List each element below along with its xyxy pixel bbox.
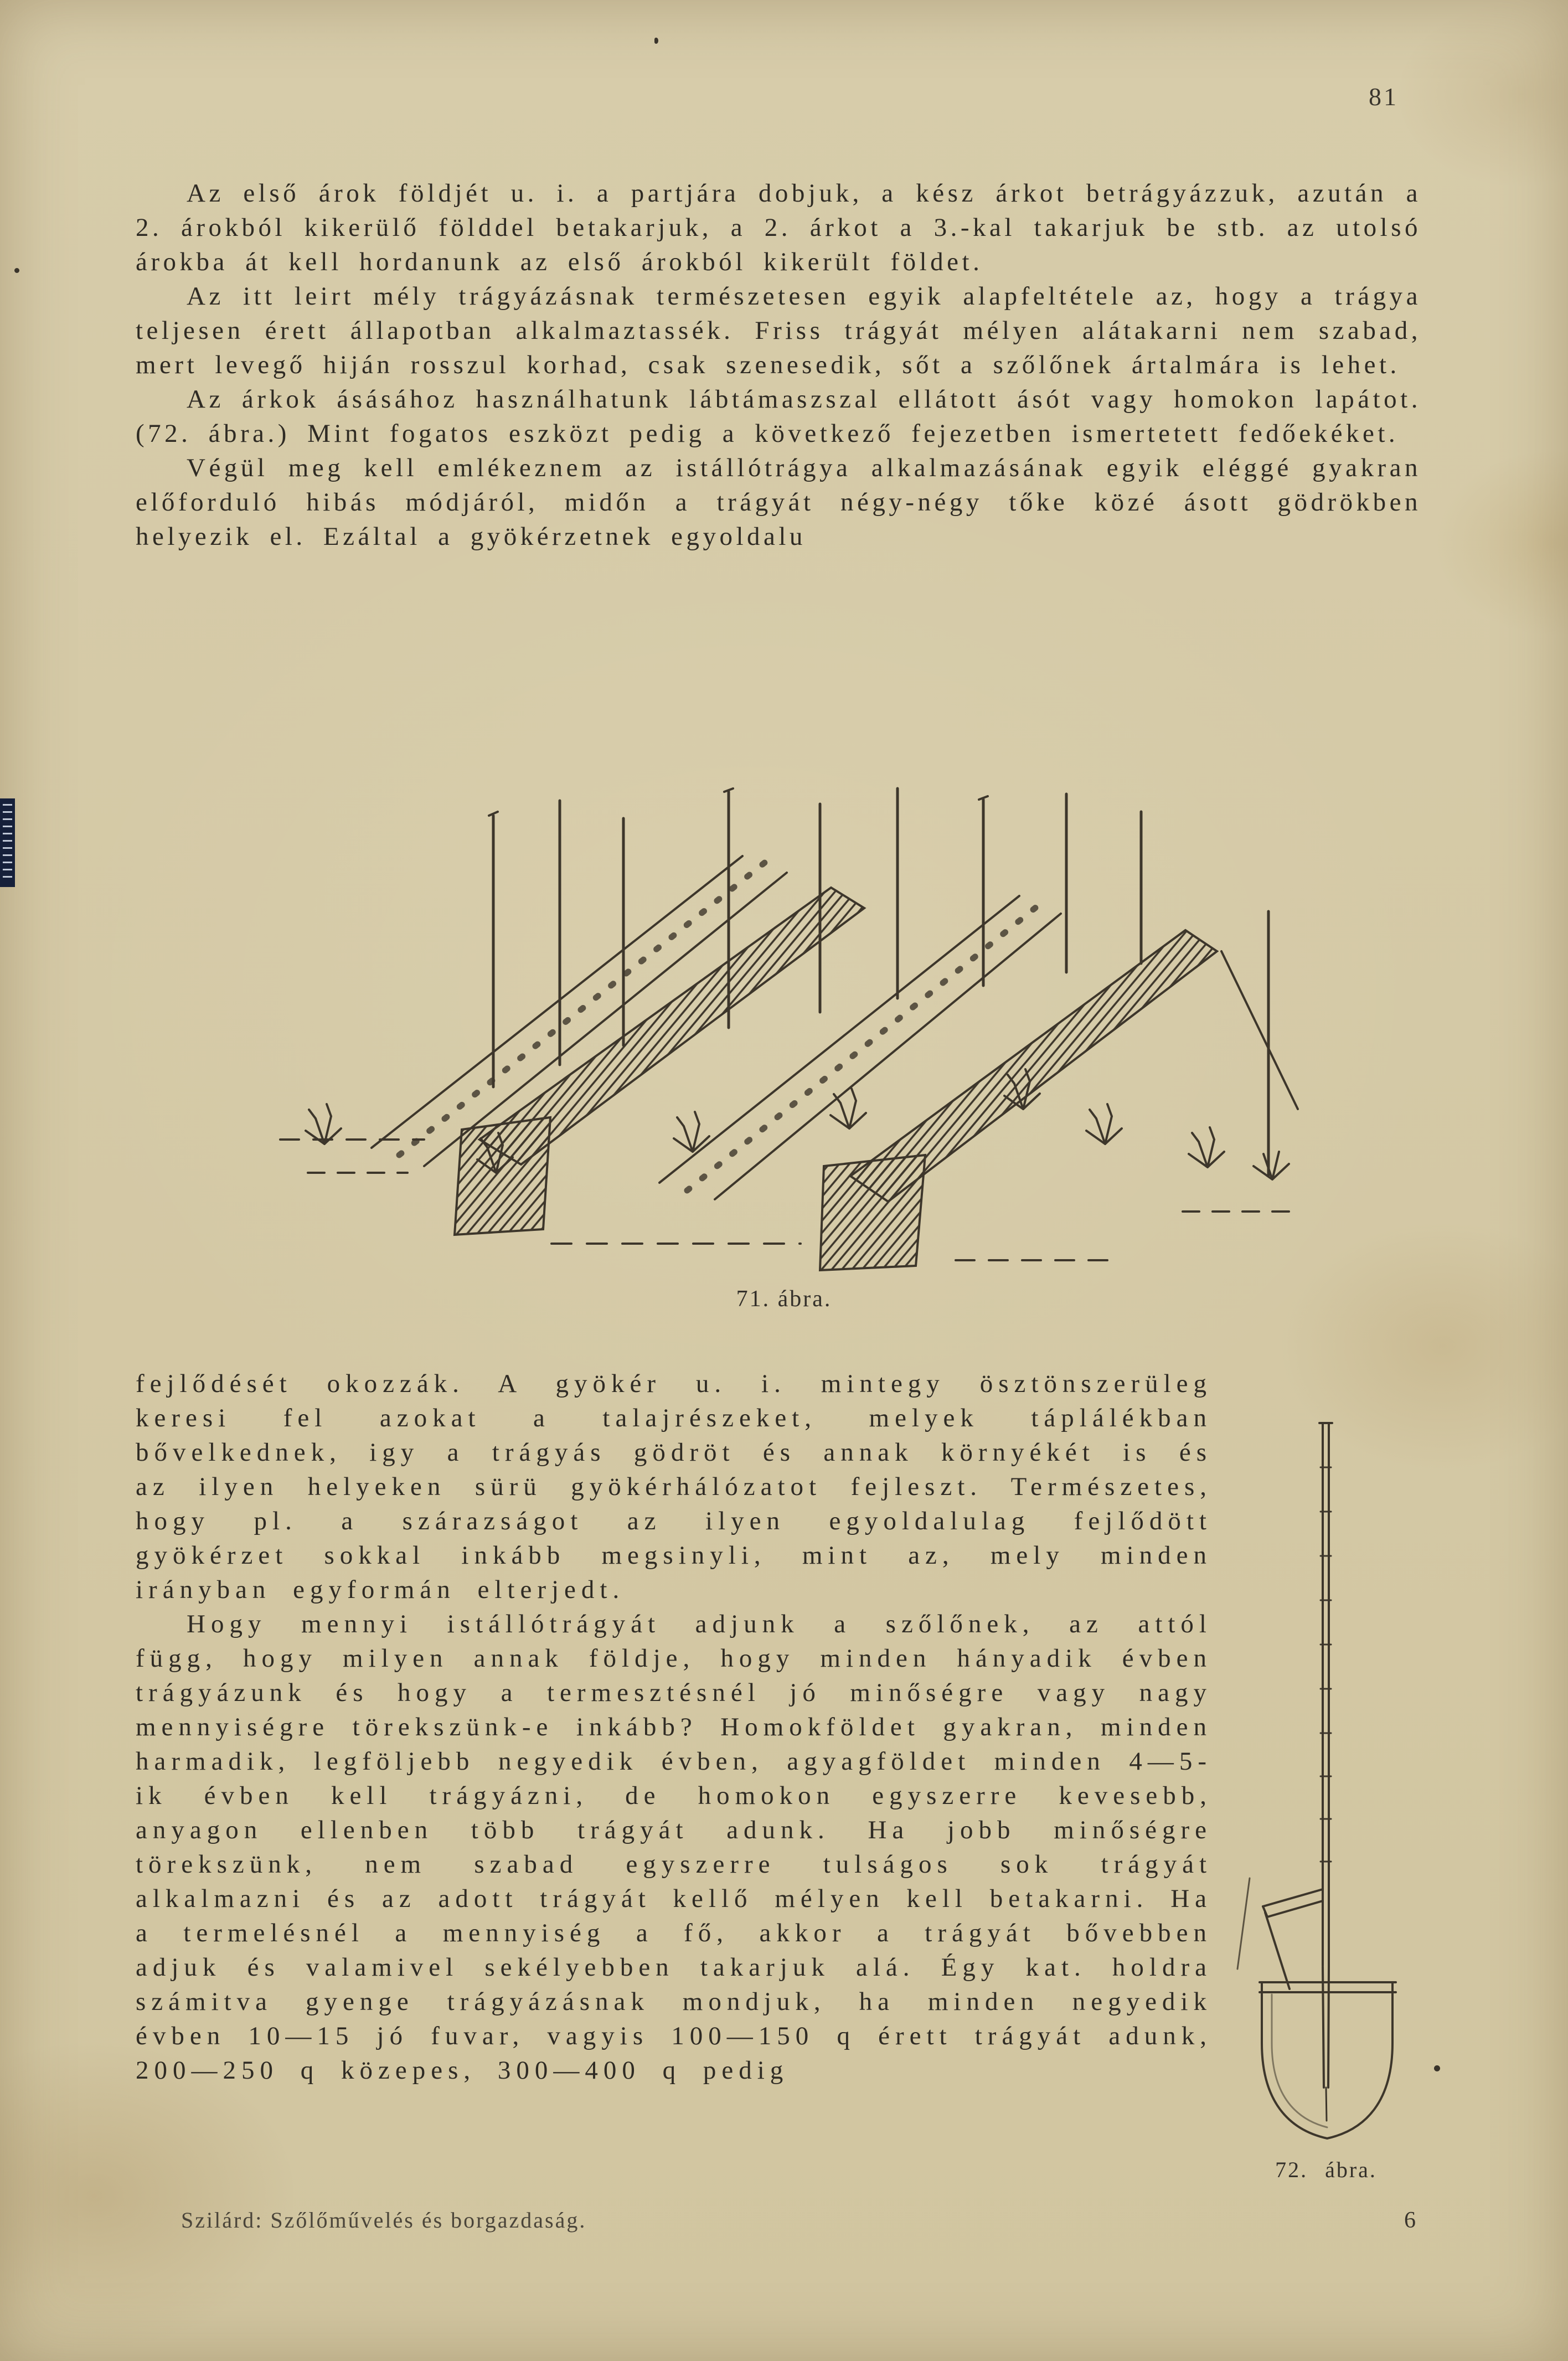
paper-speck	[14, 268, 19, 273]
page-number: 81	[1369, 83, 1399, 111]
figure-71-caption: 71. ábra.	[736, 1286, 832, 1312]
body-paragraph-3: Az árkok ásásához használhatunk lábtámaszszal ellátott ásót vagy homokon lapátot. (72. ábra.) Mint fogatos eszközt pedig a következő fejezetben ismertetett fedőekéket.	[136, 385, 1421, 448]
upper-text-block	[136, 176, 1421, 554]
signature-mark: 6	[1404, 2208, 1417, 2233]
body-paragraph-2: Az itt leirt mély trágyázásnak természetesen egyik alapfeltétele az, hogy a trágya teljesen érett állapotban alkalmaztassék. Friss trágyát mélyen alátakarni nem szabad, mert levegő hiján rosszul korhad, csak szenesedik, sőt a szőlőnek ártalmára is lehet.	[136, 282, 1421, 379]
paper-speck	[654, 38, 658, 44]
figure-72	[1231, 1406, 1421, 2187]
body-paragraph-4: Végül meg kell emlékeznem az istállótrágya alkalmazásának egyik eléggé gyakran előforduló hibás módjáról, midőn a trágyát négy-négy tőke közé ásott gödrökben helyezik el. Ezáltal a gyökérzetnek egyoldalu	[136, 453, 1421, 551]
page-footer	[136, 2207, 1417, 2234]
edge-watermark	[0, 798, 15, 887]
lower-text-block	[136, 1367, 1421, 2187]
footer-title: Szilárd: Szőlőművelés és borgazdaság.	[181, 2208, 587, 2233]
figure-72-caption: 72. ábra.	[1275, 2157, 1377, 2182]
body-paragraph-1: Az első árok földjét u. i. a partjára dobjuk, a kész árkot betrágyázzuk, azután a 2. árokból kikerülő földdel betakarjuk, a 2. árkot a 3.-kal takarjuk be stb. az utolsó árokba át kell hordanunk az első árokból kikerült földet.	[136, 179, 1421, 276]
figure-71	[241, 785, 1327, 1312]
body-paragraph-6: Hogy mennyi istállótrágyát adjunk a szőlőnek, az attól függ, hogy milyen annak földje, hogy minden hányadik évben trágyázunk és hogy a termesztésnél jó minőségre vagy nagy mennyiségre törekszünk-e inkább? Homokföldet gyakran, minden harmadik, legföljebb negyedik évben, agyagföldet minden 4—5-ik évben kell trágyázni, de homokon egyszerre kevesebb, anyagon ellenben több trágyát adunk. Ha jobb minőségre törekszünk, nem szabad egyszerre tulságos sok trágyát alkalmazni és az adott trágyát kellő mélyen kell betakarni. Ha a termelésnél a mennyiség a fő, akkor a trágyát bővebben adjuk és valamivel sekélyebben takarjuk alá. Égy kat. holdra számitva gyenge trágyázásnak mondjuk, ha minden negyedik évben 10—15 jó fuvar, vagyis 100—150 q érett trágyát adunk, 200—250 q közepes, 300—400 q pedig	[136, 1610, 1212, 2085]
trenching-illustration	[241, 785, 1327, 1278]
paper-speck	[1434, 2065, 1440, 2071]
spade-illustration	[1231, 1406, 1421, 2144]
body-paragraph-5: fejlődését okozzák. A gyökér u. i. mintegy ösztönszerüleg keresi fel azokat a talajrészeket, melyek táplálékban bővelkednek, igy a trágyás gödröt és annak környékét is és az ilyen helyeken sürü gyökérhálózatot fejleszt. Természetes, hogy pl. a szárazságot az ilyen egyoldalulag fejlődött gyökérzet sokkal inkább megsinyli, mint az, mely minden irányban egyformán elterjedt.	[136, 1369, 1212, 1604]
